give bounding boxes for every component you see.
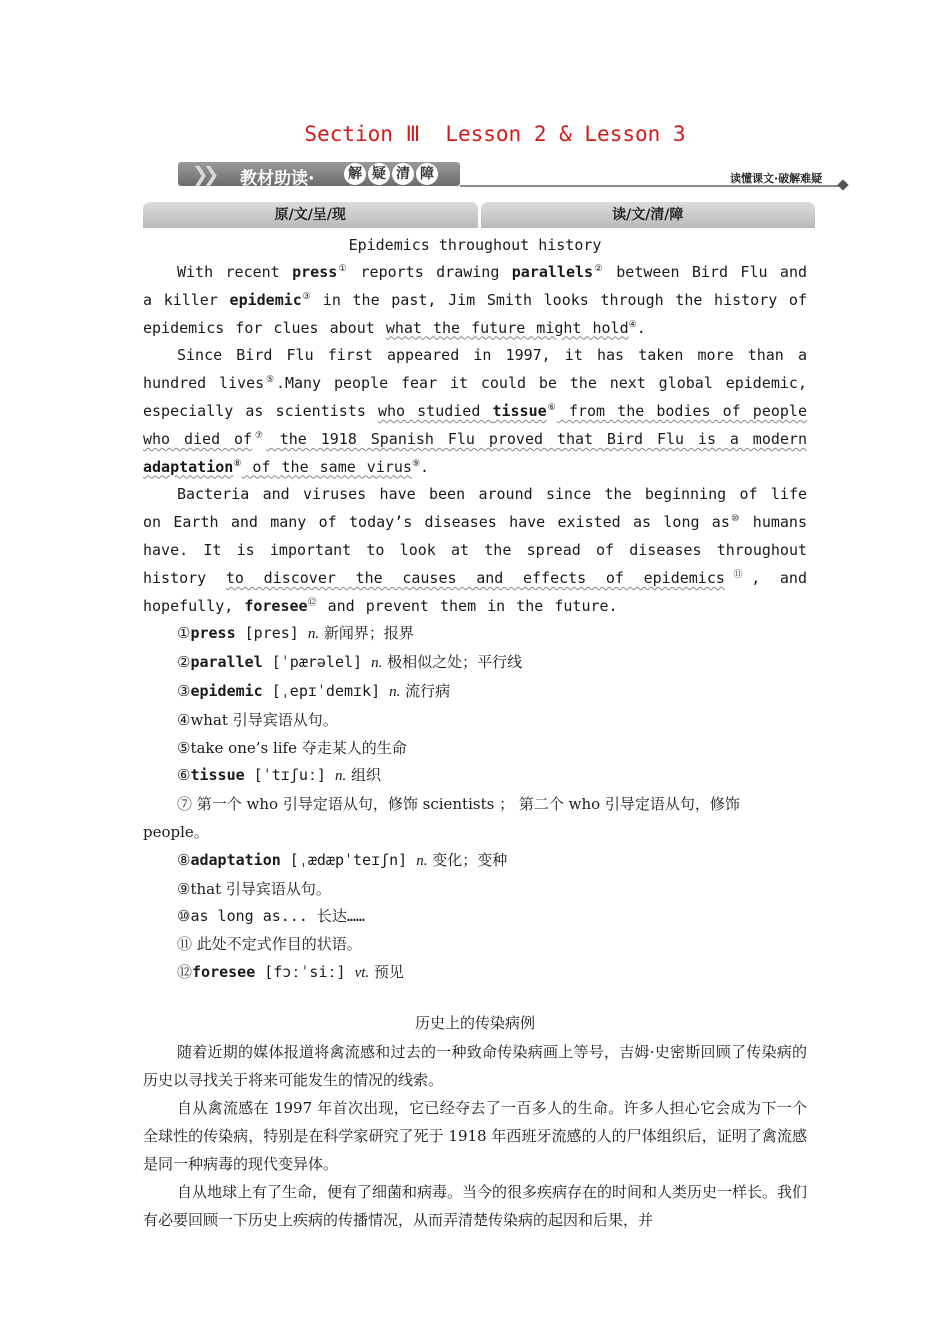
keyword: press: [292, 263, 338, 281]
banner-char: 障: [416, 163, 438, 185]
note-item: [143, 620, 807, 649]
note-word: epidemic: [190, 681, 263, 700]
note-text: 此处不定式作目的状语。: [192, 935, 362, 954]
note-text: [pres]: [235, 624, 308, 643]
note-item: [143, 903, 807, 931]
chinese-paragraph: 自从地球上有了生命，便有了细菌和病毒。当今的很多疾病存在的时间和人类历史一样长。我们有必要回顾一下历史上疾病的传播情况，从而弄清楚传染病的起因和后果，并: [143, 1182, 808, 1229]
keyword: adaptation: [143, 457, 234, 476]
text: Bacteria and viruses have been around since the beginning of life on Earth and many of today’s diseases have existed as long as: [143, 485, 807, 532]
note-number: ⑦: [177, 795, 193, 814]
banner-char: 疑: [368, 163, 390, 185]
note-item: [143, 876, 807, 904]
note-number: ④: [177, 710, 191, 729]
english-paragraph-1: [143, 259, 807, 342]
note-meaning: 组织: [346, 766, 381, 785]
note-number: ⑥: [177, 766, 191, 785]
note-ref: ④: [628, 319, 637, 330]
note-word: adaptation: [190, 850, 281, 869]
note-pos: n.: [371, 655, 383, 672]
note-ref: ⑨: [411, 458, 421, 469]
column-headers: [143, 202, 815, 228]
note-number: ⑤: [177, 738, 191, 757]
note-meaning: 变化；变种: [427, 850, 508, 869]
text: humans have. It is important to look at the spread of diseases throughout history: [143, 513, 807, 587]
underlined-phrase: what the future might hold: [385, 318, 629, 337]
column-header-original: 原/文/呈/现: [143, 202, 478, 228]
text: in the past, Jim Smith looks through the history of epidemics for clues about: [143, 290, 807, 337]
note-item: [143, 931, 807, 959]
note-meaning: 极相似之处；平行线: [382, 653, 523, 672]
note-item: [143, 959, 807, 988]
note-item: [143, 735, 807, 763]
note-ref: ⑦: [252, 430, 266, 441]
note-pos: n.: [389, 683, 401, 700]
chinese-paragraph: 自从禽流感在 1997 年首次出现，它已经夺去了一百多人的生命。许多人担心它会成为下一个全球性的传染病，特别是在科学家研究了死于 1918 年西班牙流感的人的尸体组织后，证明了禽流感是同一种病毒的现代变异体。: [143, 1098, 807, 1173]
underlined-phrase: to discover the causes and effects of epidemics: [225, 568, 725, 587]
text: , and hopefully,: [143, 568, 807, 615]
text: and prevent them in the future.: [316, 596, 618, 615]
notes-list: [143, 620, 807, 987]
note-item: [143, 678, 807, 707]
note-word: foresee: [192, 962, 256, 981]
note-number: ②: [177, 653, 191, 672]
note-text: [ˈpærəlel]: [262, 653, 372, 672]
banner-label: 教材助读·: [240, 169, 315, 189]
column-header-notes: 读/文/清/障: [481, 202, 816, 228]
note-text: that 引导宾语从句。: [190, 879, 331, 898]
underlined-phrase: of the same virus: [241, 457, 412, 476]
banner-chars: [344, 163, 438, 185]
underlined-phrase: who studied: [377, 401, 493, 420]
note-number: ①: [177, 624, 191, 643]
note-ref: ⑪: [724, 569, 752, 580]
note-meaning: 流行病: [400, 681, 451, 700]
chinese-paragraph: 随着近期的媒体报道将禽流感和过去的一种致命传染病画上等号，吉姆·史密斯回顾了传染病的历史以寻找关于将来可能发生的情况的线索。: [143, 1042, 807, 1089]
keyword: parallels: [511, 263, 594, 281]
text: With recent: [177, 263, 293, 281]
note-word: press: [190, 624, 236, 643]
note-pos: n.: [307, 626, 320, 643]
note-number: ⑪: [177, 935, 193, 954]
note-item: [143, 791, 807, 847]
note-text: [fɔːˈsiː]: [255, 962, 355, 981]
note-meaning: 新闻界；报界: [319, 624, 414, 643]
note-text: [ˌepɪˈdemɪk]: [262, 681, 390, 700]
note-number: ⑧: [177, 850, 191, 869]
note-ref: ⑫: [307, 597, 317, 608]
note-word: parallel: [190, 653, 263, 672]
text: .Many people fear it could be the next global epidemic, especially as scientists: [143, 374, 807, 420]
note-text: 第一个 who 引导定语从句，修饰 scientists ； 第二个 who 引导定语从句，修饰 people。: [143, 795, 740, 841]
page-title: Section Ⅲ Lesson 2 & Lesson 3: [304, 122, 686, 146]
note-text: [ˈtɪʃuː]: [244, 766, 335, 785]
text: .: [636, 318, 646, 337]
note-text: what 引导宾语从句。: [190, 710, 338, 729]
content: [143, 234, 807, 1234]
text: between Bird Flu and a killer: [143, 263, 808, 309]
note-pos: n.: [416, 852, 428, 869]
chevron-right-icon: ❯❯: [192, 162, 214, 186]
note-item: [143, 707, 807, 735]
note-text: as long as... 长达……: [190, 907, 365, 926]
diamond-icon: [837, 179, 848, 190]
note-ref: ⑧: [233, 458, 242, 469]
note-item: [143, 649, 807, 678]
underlined-phrase: the 1918 Spanish Flu proved that Bird Flu is a modern: [265, 429, 807, 448]
note-meaning: 预见: [369, 962, 404, 981]
english-paragraph-3: [143, 481, 807, 620]
banner-subtitle: 读懂课文·破解难疑: [730, 172, 823, 185]
underlined-phrase: from the bodies of people who died of: [143, 401, 807, 448]
note-number: ⑨: [177, 879, 191, 898]
text: reports drawing: [348, 263, 512, 281]
note-text: [ˌædæpˈteɪʃn]: [280, 850, 417, 869]
banner-char: 清: [392, 163, 414, 185]
note-number: ⑫: [177, 962, 193, 981]
text: .: [420, 457, 430, 476]
note-number: ⑩: [177, 907, 191, 926]
keyword: tissue: [492, 401, 547, 420]
note-item: [143, 847, 807, 876]
section-banner: [178, 160, 848, 190]
text: Since Bird Flu first appeared in 1997, it has taken more than a hundred lives: [143, 346, 807, 393]
english-title: Epidemics throughout history: [348, 236, 602, 254]
keyword: epidemic: [229, 290, 302, 309]
banner-char: 解: [344, 163, 366, 185]
note-ref: ②: [593, 264, 604, 274]
keyword: foresee: [244, 596, 308, 615]
note-word: tissue: [190, 766, 245, 785]
note-pos: vt.: [354, 964, 370, 981]
english-paragraph-2: [143, 342, 807, 481]
note-ref: ③: [301, 291, 312, 302]
note-number: ③: [177, 681, 191, 700]
note-ref: ⑥: [546, 402, 557, 413]
note-text: take one’s life 夺走某人的生命: [190, 738, 407, 757]
chinese-title: 历史上的传染病例: [414, 1013, 535, 1032]
note-ref: ①: [337, 264, 349, 274]
note-pos: n.: [334, 768, 347, 785]
note-ref: ⑤: [264, 375, 276, 386]
note-ref: ⑩: [729, 514, 741, 525]
note-item: [143, 762, 807, 791]
